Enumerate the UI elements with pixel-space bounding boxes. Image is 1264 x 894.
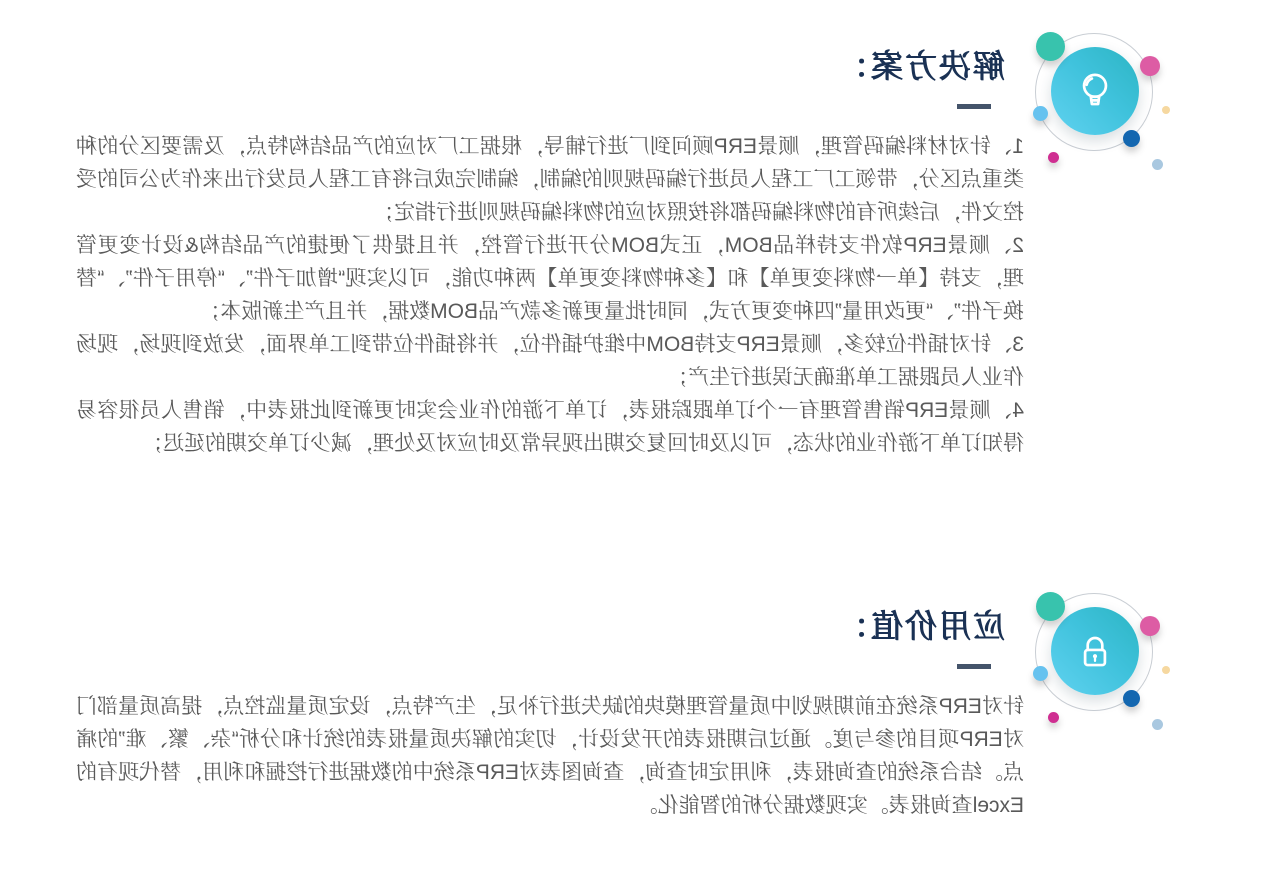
decor-dot-magenta	[1048, 152, 1059, 163]
title-underline	[957, 104, 991, 109]
decor-dot-yellow	[1162, 106, 1170, 114]
decor-dot-dark-blue	[1123, 130, 1140, 147]
decor-dot-magenta	[1048, 712, 1059, 723]
decor-dot-steel	[1152, 159, 1163, 170]
solution-icon-cluster	[1020, 20, 1190, 190]
title-underline	[957, 664, 991, 669]
decor-dot-light-blue	[1033, 106, 1048, 121]
decor-dot-teal	[1036, 32, 1065, 61]
decor-dot-light-blue	[1033, 666, 1048, 681]
decor-dot-steel	[1152, 719, 1163, 730]
section-title-value: 应用价值：	[834, 608, 1005, 644]
decor-dot-yellow	[1162, 666, 1170, 674]
decor-dot-pink	[1140, 56, 1160, 76]
decor-dot-pink	[1140, 616, 1160, 636]
solution-item-3: 3、针对插件位较多，顺景ERP支持BOM中维护插件位，并将插件位带到工单界面，发放到现场，现场作业人员跟据工单准确无误进行生产；	[76, 333, 1024, 389]
lightbulb-icon	[1051, 47, 1139, 135]
value-icon-cluster	[1020, 580, 1190, 750]
solution-item-4: 4、顺景ERP销售管理有一个订单跟踪报表，订单下游的作业会实时更新到此报表中，销售人员很容易得知订单下游作业的状态，可以及时回复交期出现异常及时应对及处理，减少订单交期的延迟；	[76, 399, 1024, 455]
solution-item-1: 1、针对材料编码管理，顺景ERP顾问到厂进行辅导，根据工厂对应的产品结构特点，及需要区分的种类重点区分，带领工厂工程人员进行编码规则的编制，编制完成后将有工程人员发行出来作为公司的受控文件，后续所有的物料编码都将按照对应的物料编码规则进行指定；	[76, 135, 1024, 224]
value-body	[76, 690, 1024, 822]
solution-body	[76, 130, 1024, 460]
solution-item-2: 2、顺景ERP软件支持样品BOM，正式BOM分开进行管控，并且提供了便捷的产品结构&设计变更管理，支持【单一物料变更单】和【多种物料变更单】两种功能，可以实现“增加子件”、“停用子件”、“替换子件”、“更改用量”四种变更方式，同时批量更新多款产品BOM数据，并且产生新版本；	[76, 234, 1024, 323]
decor-dot-dark-blue	[1123, 690, 1140, 707]
lock-icon	[1051, 607, 1139, 695]
decor-dot-teal	[1036, 592, 1065, 621]
value-paragraph: 针对ERP系统在前期规划中质量管理模块的缺失进行补足，生产特点，设定质量监控点，提高质量部门对ERP项目的参与度。通过后期报表的开发设计，切实的解决质量报表的统计和分析“杂、繁、难”的痛点。结合系统的查询报表，利用定时查询，查询图表对ERP系统中的数据进行挖掘和利用，替代现有的Excel查询报表。实现数据分析的智能化。	[76, 695, 1024, 817]
section-title-solution: 解决方案：	[834, 48, 1005, 84]
